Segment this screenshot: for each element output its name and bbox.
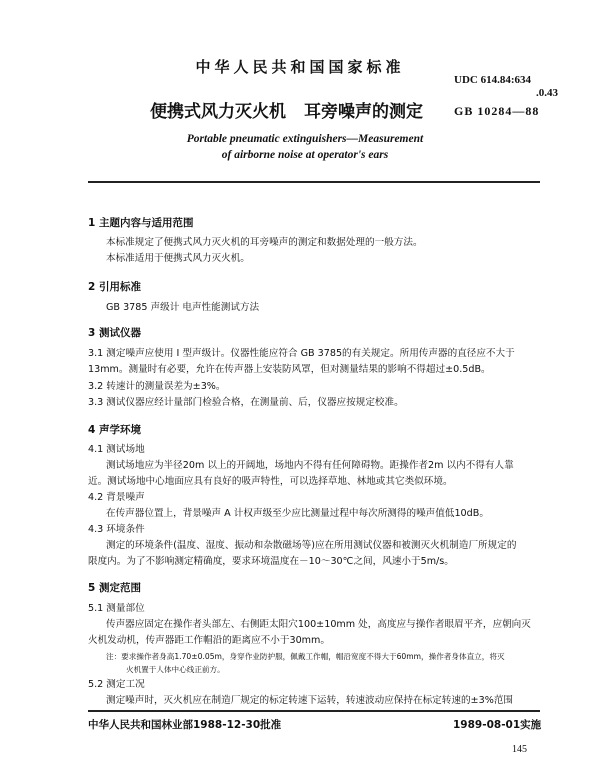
clause-4-1-line2: 近。测试场地中心地面应具有良好的吸声特性，可以选择草地、林地或其它类似环境。 bbox=[88, 476, 453, 487]
clause-4-2-title: 4.2 背景噪声 bbox=[88, 492, 145, 503]
clause-5-1-title: 5.1 测量部位 bbox=[88, 603, 145, 614]
udc-code-line2: .0.43 bbox=[536, 87, 558, 99]
clause-5-2-title: 5.2 测定工况 bbox=[88, 679, 145, 690]
clause-5-1-note-line2: 火机置于人体中心线正前方。 bbox=[126, 665, 225, 674]
title-cn-part2: 耳旁噪声的测定 bbox=[304, 102, 423, 122]
clause-4-2-line1: 在传声器位置上，背景噪声 A 计权声级至少应比测量过程中每次所测得的噪声值低10dB。 bbox=[106, 508, 489, 519]
clause-3-2: 3.2 转速计的测量误差为±3%。 bbox=[88, 381, 226, 392]
clause-3-3: 3.3 测试仪器应经计量部门检验合格，在测量前、后，仪器应按规定校准。 bbox=[88, 397, 404, 408]
clause-4-3-line1: 测定的环境条件(温度、湿度、振动和杂散磁场等)应在所用测试仪器和被测灭火机制造厂所规定的 bbox=[106, 540, 517, 551]
clause-5-1-note-line1: 注：要求操作者身高1.70±0.05m，身穿作业防护服，佩戴工作帽，帽沿宽度不得大于60mm，操作者身体直立，将灭 bbox=[106, 652, 505, 661]
document-title-cn bbox=[150, 97, 423, 122]
clause-4-1-line1: 测试场地应为半径20m 以上的开阔地，场地内不得有任何障碍物。距操作者2m 以内不得有人靠 bbox=[106, 460, 514, 471]
header-divider bbox=[88, 181, 540, 183]
clause-5-1-line2: 火机发动机，传声器距工作帽沿的距离应不小于30mm。 bbox=[88, 635, 330, 646]
clause-3-1-line2: 13mm。测量时有必要，允许在传声器上安装防风罩，但对测量结果的影响不得超过±0.5dB。 bbox=[88, 364, 491, 375]
clause-3-1-line1: 3.1 测定噪声应使用 I 型声级计。仪器性能应符合 GB 3785的有关规定。所用传声器的直径应不大于 bbox=[88, 348, 515, 359]
effective-date: 1989-08-01实施 bbox=[453, 719, 542, 731]
approval-statement: 中华人民共和国林业部1988-12-30批准 bbox=[88, 719, 282, 731]
clause-4-1-title: 4.1 测试场地 bbox=[88, 444, 145, 455]
standard-type-heading: 中华人民共和国国家标准 bbox=[195, 58, 405, 76]
section-5-heading: 5 测定范围 bbox=[88, 582, 141, 594]
clause-5-1-line1: 传声器应固定在操作者头部左、右侧距太阳穴100±10mm 处，高度应与操作者眼眉平齐，应朝向灭 bbox=[106, 619, 531, 630]
page-number: 145 bbox=[512, 744, 527, 755]
section-3-heading: 3 测试仪器 bbox=[88, 327, 141, 339]
document-title-en-line1: Portable pneumatic extinguishers—Measurement bbox=[186, 133, 424, 145]
clause-4-3-title: 4.3 环境条件 bbox=[88, 524, 145, 535]
section-1-heading: 1 主题内容与适用范围 bbox=[88, 217, 194, 229]
section-4-heading: 4 声学环境 bbox=[88, 424, 141, 436]
udc-code-line1: UDC 614.84:634 bbox=[454, 74, 531, 86]
document-title-en-line2: of airborne noise at operator's ears bbox=[221, 149, 389, 161]
footer-divider bbox=[88, 710, 540, 712]
section-1-paragraph-1: 本标准规定了便携式风力灭火机的耳旁噪声的测定和数据处理的一般方法。 bbox=[106, 237, 423, 248]
section-2-heading: 2 引用标准 bbox=[88, 281, 141, 293]
clause-5-2-line1: 测定噪声时，灭火机应在制造厂规定的标定转速下运转，转速波动应保持在标定转速的±3%范围 bbox=[106, 695, 514, 706]
title-cn-part1: 便携式风力灭火机 bbox=[150, 102, 286, 122]
clause-4-3-line2: 限度内。为了不影响测定精确度，要求环境温度在－10～30℃之间，风速小于5m/s。 bbox=[88, 556, 454, 567]
section-1-paragraph-2: 本标准适用于便携式风力灭火机。 bbox=[106, 253, 250, 264]
gb-standard-number: GB 10284—88 bbox=[454, 104, 540, 118]
section-2-reference: GB 3785 声级计 电声性能测试方法 bbox=[106, 302, 260, 313]
